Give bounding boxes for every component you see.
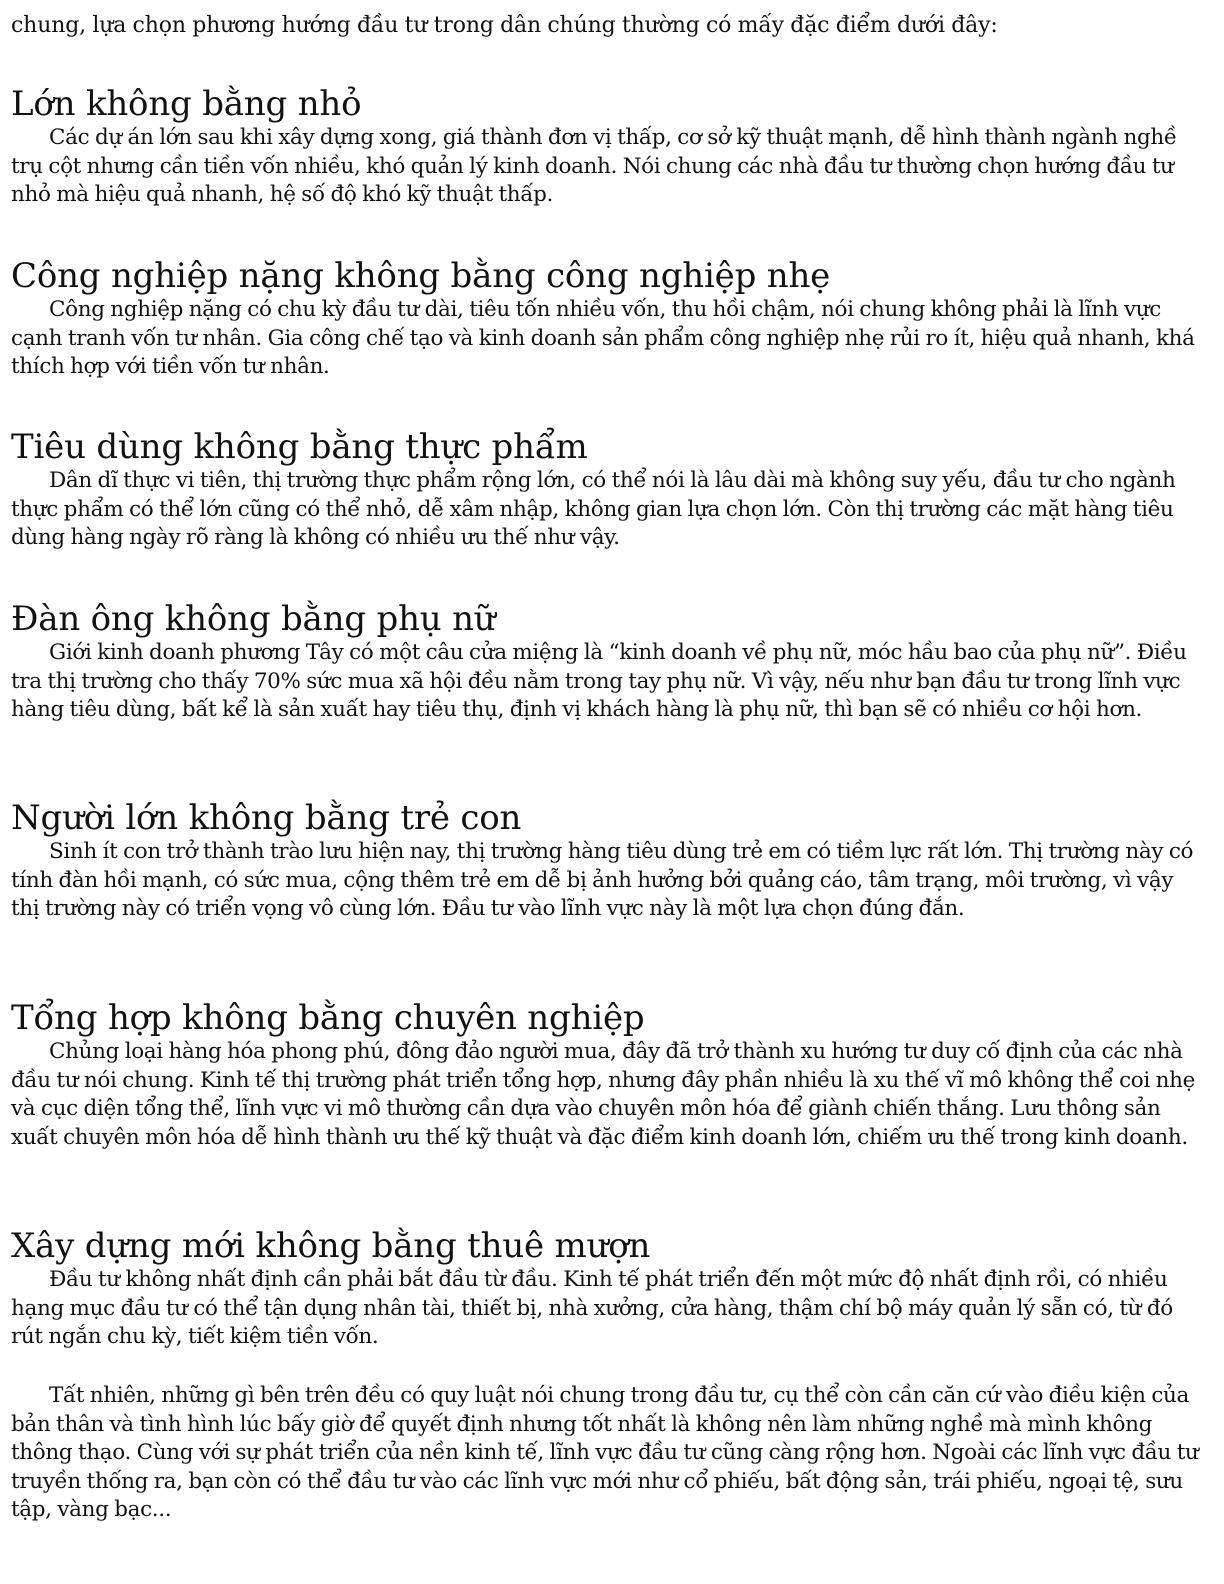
section-cong-nghiep-nang	[11, 256, 1207, 382]
section-body: Các dự án lớn sau khi xây dựng xong, giá thành đơn vị thấp, cơ sở kỹ thuật mạnh, dễ hình thành ngành nghề trụ cột nhưng cần tiền vốn nhiều, khó quản lý kinh doanh. Nói chung các nhà đầu tư thường chọn hướng đầu tư nhỏ mà hiệu quả nhanh, hệ số độ khó kỹ thuật thấp.	[11, 125, 1177, 207]
section-tieu-dung-thuc-pham	[11, 427, 1207, 553]
intro-paragraph: chung, lựa chọn phương hướng đầu tư trong dân chúng thường có mấy đặc điểm dưới đây:	[11, 13, 998, 38]
closing-paragraph: Tất nhiên, những gì bên trên đều có quy luật nói chung trong đầu tư, cụ thể còn cần căn cứ vào điều kiện của bản thân và tình hình lúc bấy giờ để quyết định nhưng tốt nhất là không nên làm những nghề mà mình không thông thạo. Cùng với sự phát triển của nền kinh tế, lĩnh vực đầu tư cũng càng rộng hơn. Ngoài các lĩnh vực đầu tư truyền thống ra, bạn còn có thể đầu tư vào các lĩnh vực mới như cổ phiếu, bất động sản, trái phiếu, ngoại tệ, sưu tập, vàng bạc...	[11, 1383, 1199, 1522]
section-heading: Tiêu dùng không bằng thực phẩm	[11, 427, 588, 467]
section-body: Công nghiệp nặng có chu kỳ đầu tư dài, tiêu tốn nhiều vốn, thu hồi chậm, nói chung không phải là lĩnh vực cạnh tranh vốn tư nhân. Gia công chế tạo và kinh doanh sản phẩm công nghiệp nhẹ rủi ro ít, hiệu quả nhanh, khá thích hợp với tiền vốn tư nhân.	[11, 297, 1195, 379]
document-page	[11, 12, 1207, 1522]
section-body: Dân dĩ thực vi tiên, thị trường thực phẩm rộng lớn, có thể nói là lâu dài mà không suy yếu, đầu tư cho ngành thực phẩm có thể lớn cũng có thể nhỏ, dễ xâm nhập, không gian lựa chọn lớn. Còn thị trường các mặt hàng tiêu dùng hàng ngày rõ ràng là không có nhiều ưu thế như vậy.	[11, 468, 1176, 550]
section-heading: Tổng hợp không bằng chuyên nghiệp	[11, 998, 645, 1038]
section-heading: Công nghiệp nặng không bằng công nghiệp nhẹ	[11, 256, 831, 296]
section-heading: Lớn không bằng nhỏ	[11, 84, 362, 124]
section-body: Đầu tư không nhất định cần phải bắt đầu từ đầu. Kinh tế phát triển đến một mức độ nhất định rồi, có nhiều hạng mục đầu tư có thể tận dụng nhân tài, thiết bị, nhà xưởng, cửa hàng, thậm chí bộ máy quản lý sẵn có, từ đó rút ngắn chu kỳ, tiết kiệm tiền vốn.	[11, 1267, 1173, 1349]
section-xay-dung-thue-muon	[11, 1226, 1207, 1352]
section-heading: Đàn ông không bằng phụ nữ	[11, 599, 496, 639]
section-lon-khong-bang-nho	[11, 84, 1207, 210]
section-heading: Người lớn không bằng trẻ con	[11, 798, 522, 838]
section-heading: Xây dựng mới không bằng thuê mượn	[11, 1226, 651, 1266]
section-body: Sinh ít con trở thành trào lưu hiện nay, thị trường hàng tiêu dùng trẻ em có tiềm lực rất lớn. Thị trường này có tính đàn hồi mạnh, có sức mua, cộng thêm trẻ em dễ bị ảnh hưởng bởi quảng cáo, tâm trạng, môi trường, vì vậy thị trường này có triển vọng vô cùng lớn. Đầu tư vào lĩnh vực này là một lựa chọn đúng đắn.	[11, 839, 1194, 921]
section-nguoi-lon-tre-con	[11, 798, 1207, 924]
section-dan-ong-phu-nu	[11, 599, 1207, 725]
section-body: Chủng loại hàng hóa phong phú, đông đảo người mua, đây đã trở thành xu hướng tư duy cố định của các nhà đầu tư nói chung. Kinh tế thị trường phát triển tổng hợp, nhưng đây phần nhiều là xu thế vĩ mô không thể coi nhẹ và cục diện tổng thể, lĩnh vực vi mô thường cần dựa vào chuyên môn hóa để giành chiến thắng. Lưu thông sản xuất chuyên môn hóa dễ hình thành ưu thế kỹ thuật và đặc điểm kinh doanh lớn, chiếm ưu thế trong kinh doanh.	[11, 1039, 1195, 1150]
section-tong-hop-chuyen-nghiep	[11, 998, 1207, 1152]
section-body: Giới kinh doanh phương Tây có một câu cửa miệng là “kinh doanh về phụ nữ, móc hầu bao của phụ nữ”. Điều tra thị trường cho thấy 70% sức mua xã hội đều nằm trong tay phụ nữ. Vì vậy, nếu như bạn đầu tư trong lĩnh vực hàng tiêu dùng, bất kể là sản xuất hay tiêu thụ, định vị khách hàng là phụ nữ, thì bạn sẽ có nhiều cơ hội hơn.	[11, 640, 1187, 722]
